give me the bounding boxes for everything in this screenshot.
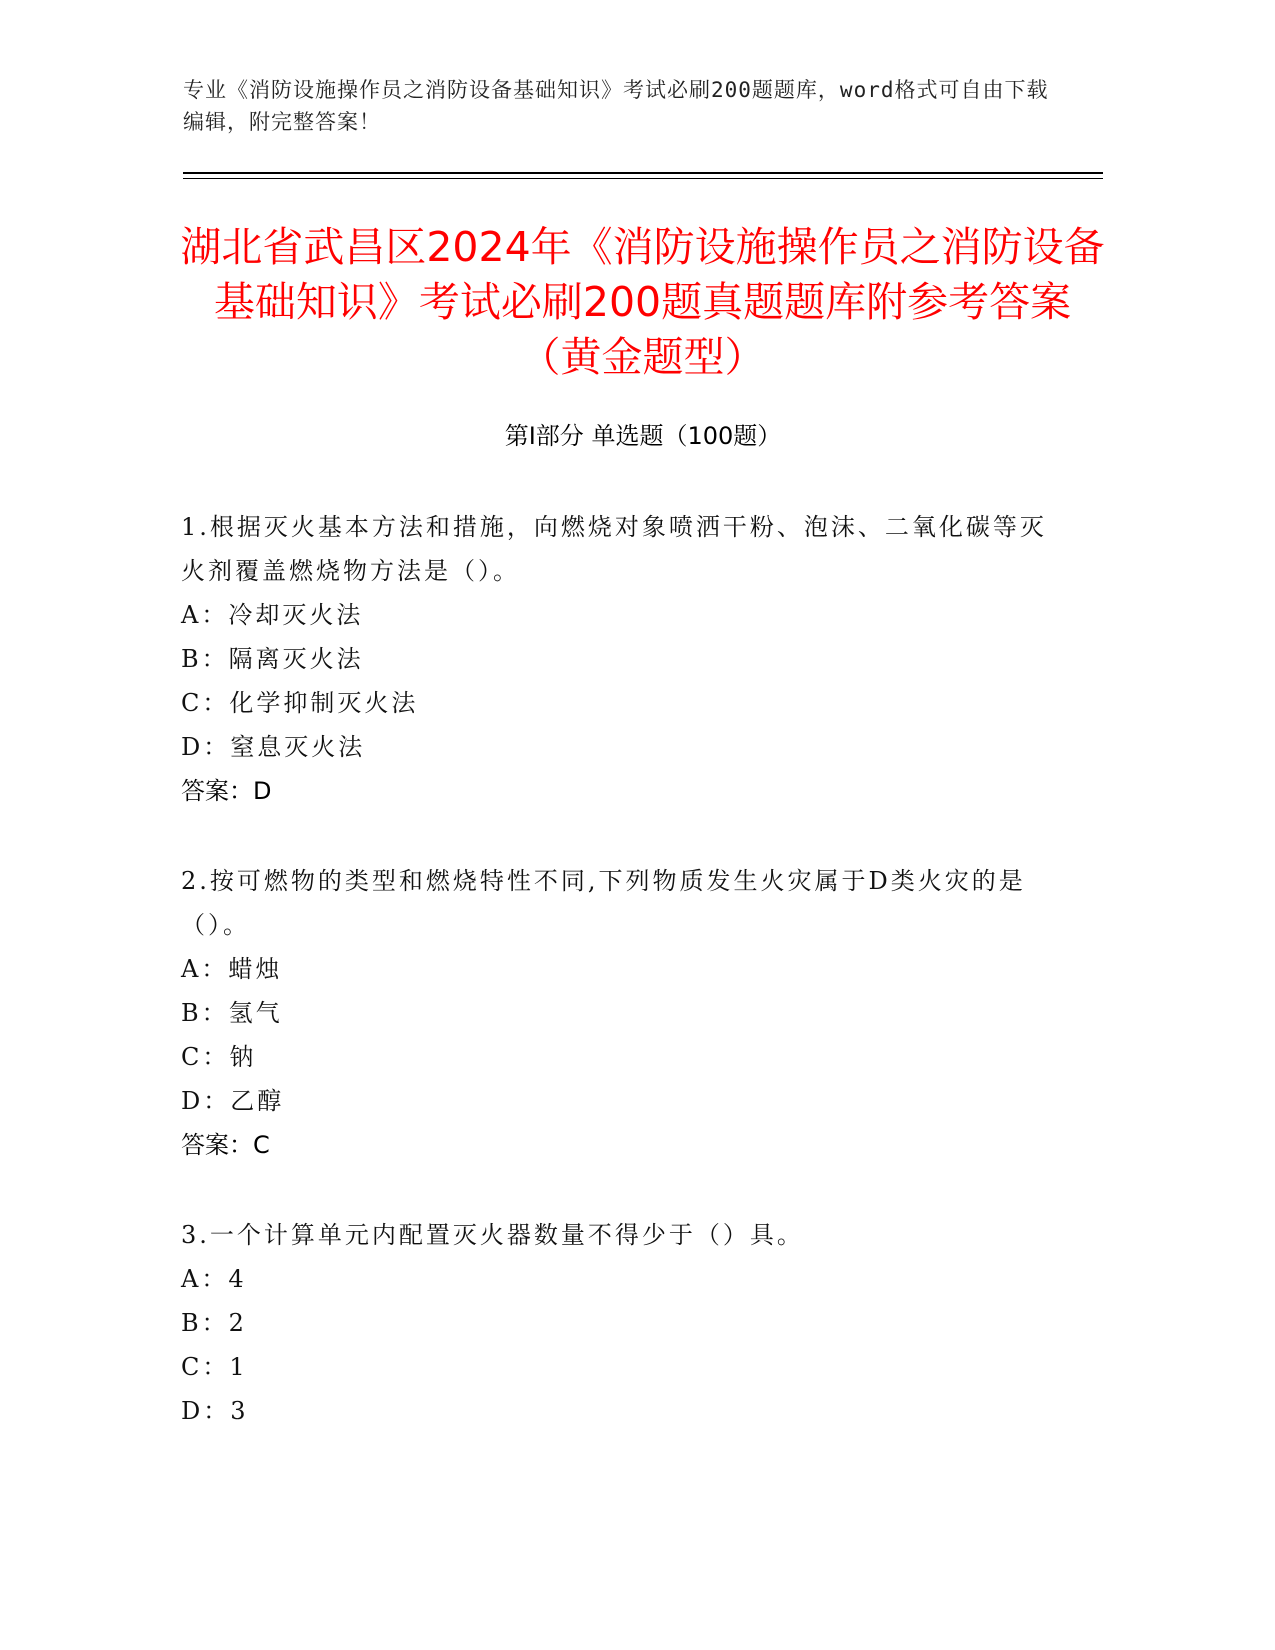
question-stem: 3.一个计算单元内配置灭火器数量不得少于（）具。 <box>181 1221 804 1249</box>
option-b: B：隔离灭火法 <box>181 645 364 673</box>
option-c: C：钠 <box>181 1043 257 1071</box>
question-1 <box>181 505 1061 813</box>
option-d: D：窒息灭火法 <box>181 733 366 761</box>
answer-line: 答案：C <box>181 1131 270 1159</box>
question-stem: 2.按可燃物的类型和燃烧特性不同,下列物质发生火灾属于D类火灾的是（）。 <box>181 867 1026 939</box>
question-list <box>181 505 1061 1479</box>
option-b: B：2 <box>181 1309 247 1337</box>
question-2 <box>181 859 1061 1167</box>
header-rule-thin <box>183 178 1103 179</box>
answer-line: 答案：D <box>181 777 272 805</box>
document-title: 湖北省武昌区2024年《消防设施操作员之消防设备基础知识》考试必刷200题真题题库附参考答案（黄金题型） <box>180 223 1105 381</box>
section-title: 第I部分 单选题（100题） <box>504 422 782 450</box>
option-c: C：化学抑制灭火法 <box>181 689 419 717</box>
option-c: C：1 <box>181 1353 248 1381</box>
option-a: A：冷却灭火法 <box>181 601 364 629</box>
question-stem: 1.根据灭火基本方法和措施，向燃烧对象喷洒干粉、泡沫、二氧化碳等灭火剂覆盖燃烧物方法是（）。 <box>181 513 1047 585</box>
header-note: 专业《消防设施操作员之消防设备基础知识》考试必刷200题题库，word格式可自由下载编辑，附完整答案！ <box>183 78 1049 134</box>
option-b: B：氢气 <box>181 999 283 1027</box>
question-3 <box>181 1213 1061 1433</box>
option-a: A：蜡烛 <box>181 955 283 983</box>
option-a: A：4 <box>181 1265 247 1293</box>
header-rule-thick <box>183 172 1103 174</box>
option-d: D：乙醇 <box>181 1087 285 1115</box>
option-d: D：3 <box>181 1397 249 1425</box>
